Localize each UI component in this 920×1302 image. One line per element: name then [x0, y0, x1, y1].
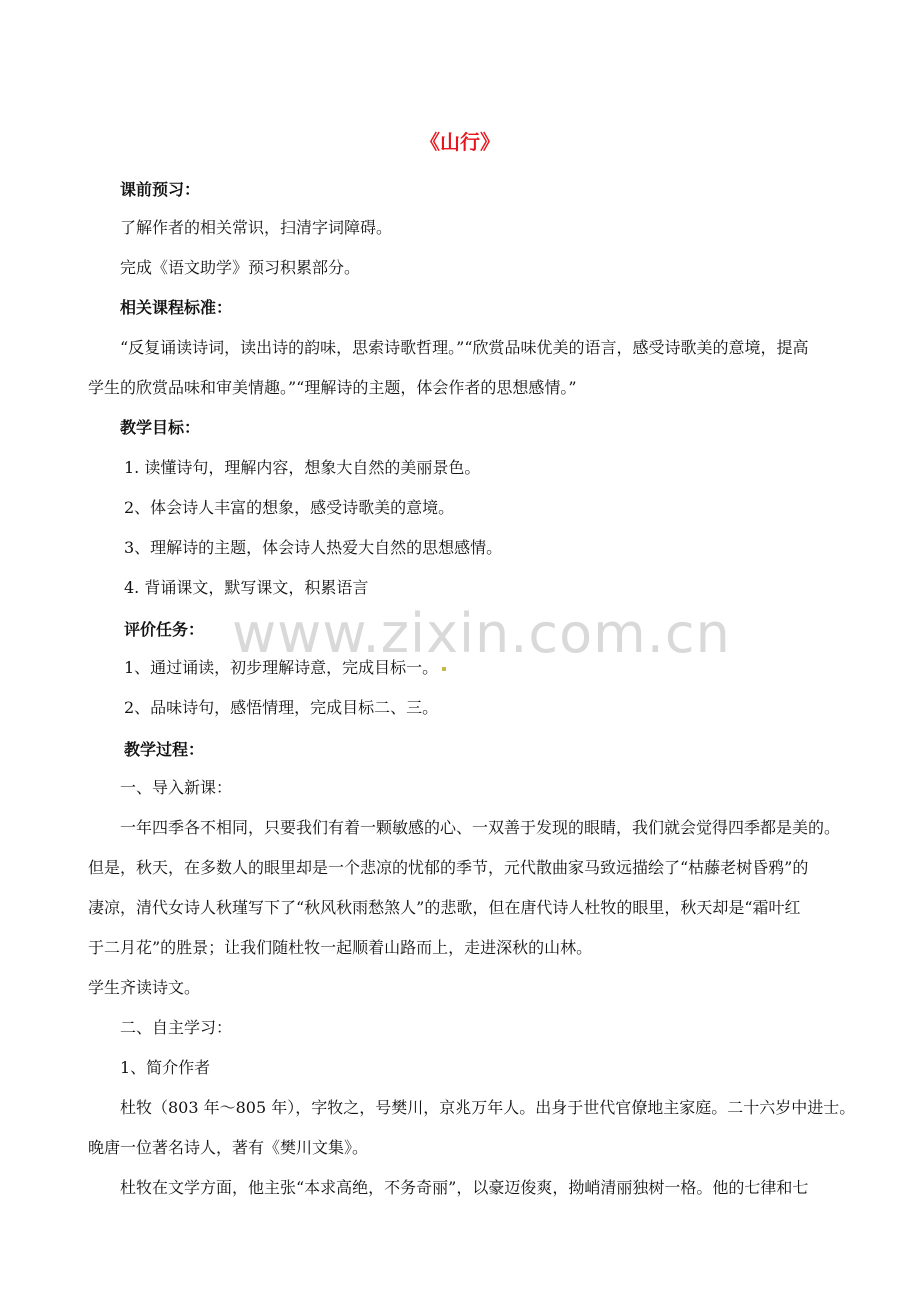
evaluation-item-text: 1、通过诵读，初步理解诗意，完成目标一。: [124, 658, 439, 677]
author-text: 晚唐一位著名诗人，著有《樊川文集》。: [88, 1138, 369, 1157]
section-heading: 二、自主学习：: [120, 1018, 233, 1037]
subsection-heading: 1、简介作者: [120, 1058, 211, 1077]
literature-text: 杜牧在文学方面，他主张“本求高绝，不务奇丽”，以豪迈俊爽，拗峭清丽独树一格。他的七律和七: [120, 1178, 809, 1197]
intro-text: 但是，秋天，在多数人的眼里却是一个悲凉的忧郁的季节，元代散曲家马致远描绘了“枯藤老树昏鸦”的: [88, 858, 809, 877]
document-title: 《山行》: [420, 130, 500, 154]
standards-heading: 相关课程标准：: [120, 298, 233, 317]
goal-item: 2、体会诗人丰富的想象，感受诗歌美的意境。: [124, 498, 455, 517]
evaluation-item: 2、品味诗句，感悟情理，完成目标二、三。: [124, 698, 439, 717]
goal-item: 3、理解诗的主题，体会诗人热爱大自然的思想感情。: [124, 538, 503, 557]
preview-heading: 课前预习：: [120, 180, 201, 199]
goal-item: 4. 背诵课文，默写课文，积累语言: [124, 578, 369, 597]
evaluation-item: [124, 658, 446, 678]
standards-text: “反复诵读诗词，读出诗的韵味，思索诗歌哲理。”“欣赏品味优美的语言，感受诗歌美的意境，提高: [120, 338, 809, 357]
intro-text: 一年四季各不相同，只要我们有着一颗敏感的心、一双善于发现的眼睛，我们就会觉得四季都是美的。: [120, 818, 841, 837]
author-text: 杜牧（803 年～805 年），字牧之，号樊川，京兆万年人。出身于世代官僚地主家庭。二十六岁中进士。: [120, 1098, 856, 1117]
process-heading: 教学过程：: [124, 740, 205, 759]
goals-heading: 教学目标：: [120, 418, 201, 437]
intro-text: 凄凉，清代女诗人秋瑾写下了“秋风秋雨愁煞人”的悲歌，但在唐代诗人杜牧的眼里，秋天却是“霜叶红: [88, 898, 801, 917]
preview-item: 了解作者的相关常识，扫清字词障碍。: [120, 218, 393, 237]
goal-item: 1. 读懂诗句，理解内容，想象大自然的美丽景色。: [124, 458, 481, 477]
watermark: www.zixin.com.cn: [232, 602, 731, 665]
standards-text: 学生的欣赏品味和审美情趣。”“理解诗的主题，体会作者的思想感情。”: [88, 378, 577, 397]
read-instruction: 学生齐读诗文。: [88, 978, 201, 997]
evaluation-heading: 评价任务：: [124, 620, 205, 639]
section-heading: 一、导入新课：: [120, 778, 233, 797]
preview-item: 完成《语文助学》预习积累部分。: [120, 258, 361, 277]
intro-text: 于二月花”的胜景；让我们随杜牧一起顺着山路而上，走进深秋的山林。: [88, 938, 593, 957]
yellow-mark: [442, 667, 446, 671]
